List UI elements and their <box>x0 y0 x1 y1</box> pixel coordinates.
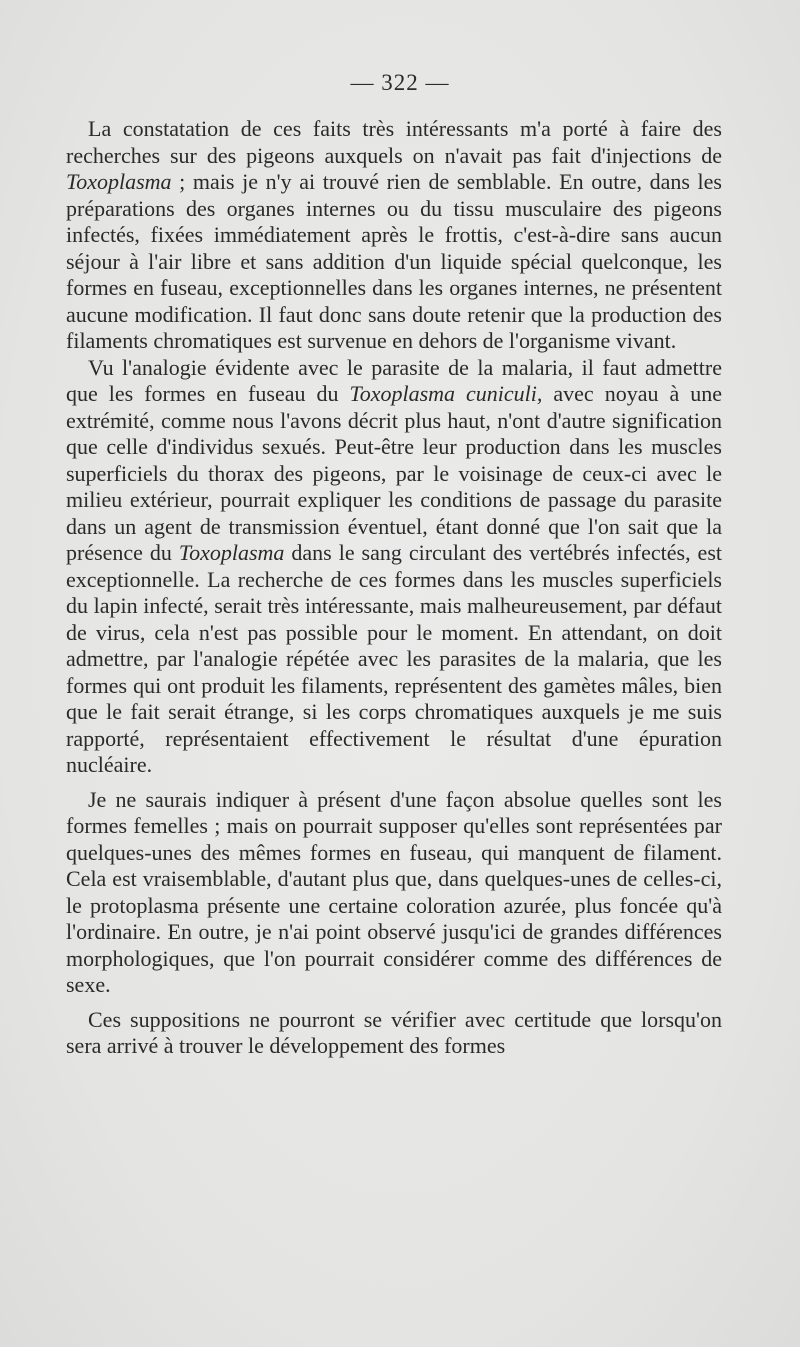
paragraph-3 <box>66 787 722 999</box>
paragraph-text: La constatation de ces faits très intéressants m'a porté à faire des recherches sur des pigeons auxquels on n'avait pas fait d'injections de <box>66 116 722 168</box>
italic-term: Toxoplasma cuniculi, <box>349 381 543 406</box>
italic-term: Toxoplasma <box>178 540 285 565</box>
body-text <box>66 116 722 1067</box>
paragraph-text: Vu l'analogie évidente avec le parasite de la malaria, il faut admettre que les formes en fuseau du <box>66 354 722 406</box>
italic-term: Toxoplasma <box>66 169 172 194</box>
paragraph-text: ; mais je n'y ai trouvé rien de semblable. En outre, dans les préparations des organes internes ou du tissu musculaire des pigeons infectés, fixées immédiatement après le frottis, c'est-à-dire sans aucun séjour à l'air libre et sans addition d'un liquide spécial quelconque, les formes en fuseau, exceptionnelles dans les organes internes, ne présentent aucune modification. Il faut donc sans doute retenir que la production des filaments chromatiques est survenue en dehors de l'organisme vivant. <box>66 169 722 353</box>
paragraph-text: Je ne saurais indiquer à présent d'une façon absolue quelles sont les formes femelles ; mais on pourrait supposer qu'elles sont représentées par quelques-unes des mêmes formes en fuseau, qui manquent de filament. Cela est vraisemblable, d'autant plus que, dans quelques-unes de celles-ci, le protoplasma présente une certaine coloration azurée, plus foncée qu'à l'ordinaire. En outre, je n'ai point observé jusqu'ici de grandes différences morphologiques, que l'on pourrait considérer comme des différences de sexe. <box>66 786 722 997</box>
paragraph-text: dans le sang circulant des vertébrés infectés, est exceptionnelle. La recherche de ces formes dans les muscles superficiels du lapin infecté, serait très intéressante, mais malheureusement, par défaut de virus, cela n'est pas possible pour le moment. En attendant, on doit admettre, par l'analogie répétée avec les parasites de la malaria, que les formes qui ont produit les filaments, représentent des gamètes mâles, bien que le fait serait étrange, si les corps chromatiques auxquels je me suis rapporté, représentaient effectivement le résultat d'une épuration nucléaire. <box>66 540 722 777</box>
paragraph-2 <box>66 355 722 779</box>
paragraph-text: Ces suppositions ne pourront se vérifier avec certitude que lorsqu'on sera arrivé à trouver le développement des formes <box>66 1006 722 1058</box>
paragraph-1 <box>66 116 722 355</box>
paragraph-text: avec noyau à une extrémité, comme nous l'avons décrit plus haut, n'ont d'autre signification que celle d'individus sexués. Peut-être leur production dans les muscles superficiels du thorax des pigeons, par le voisinage de ceux-ci avec le milieu extérieur, pourrait expliquer les conditions de passage du parasite dans un agent de transmission éventuel, étant donné que l'on sait que la présence du <box>66 381 722 565</box>
paragraph-4 <box>66 1007 722 1060</box>
page-number: — 322 — <box>350 70 450 95</box>
